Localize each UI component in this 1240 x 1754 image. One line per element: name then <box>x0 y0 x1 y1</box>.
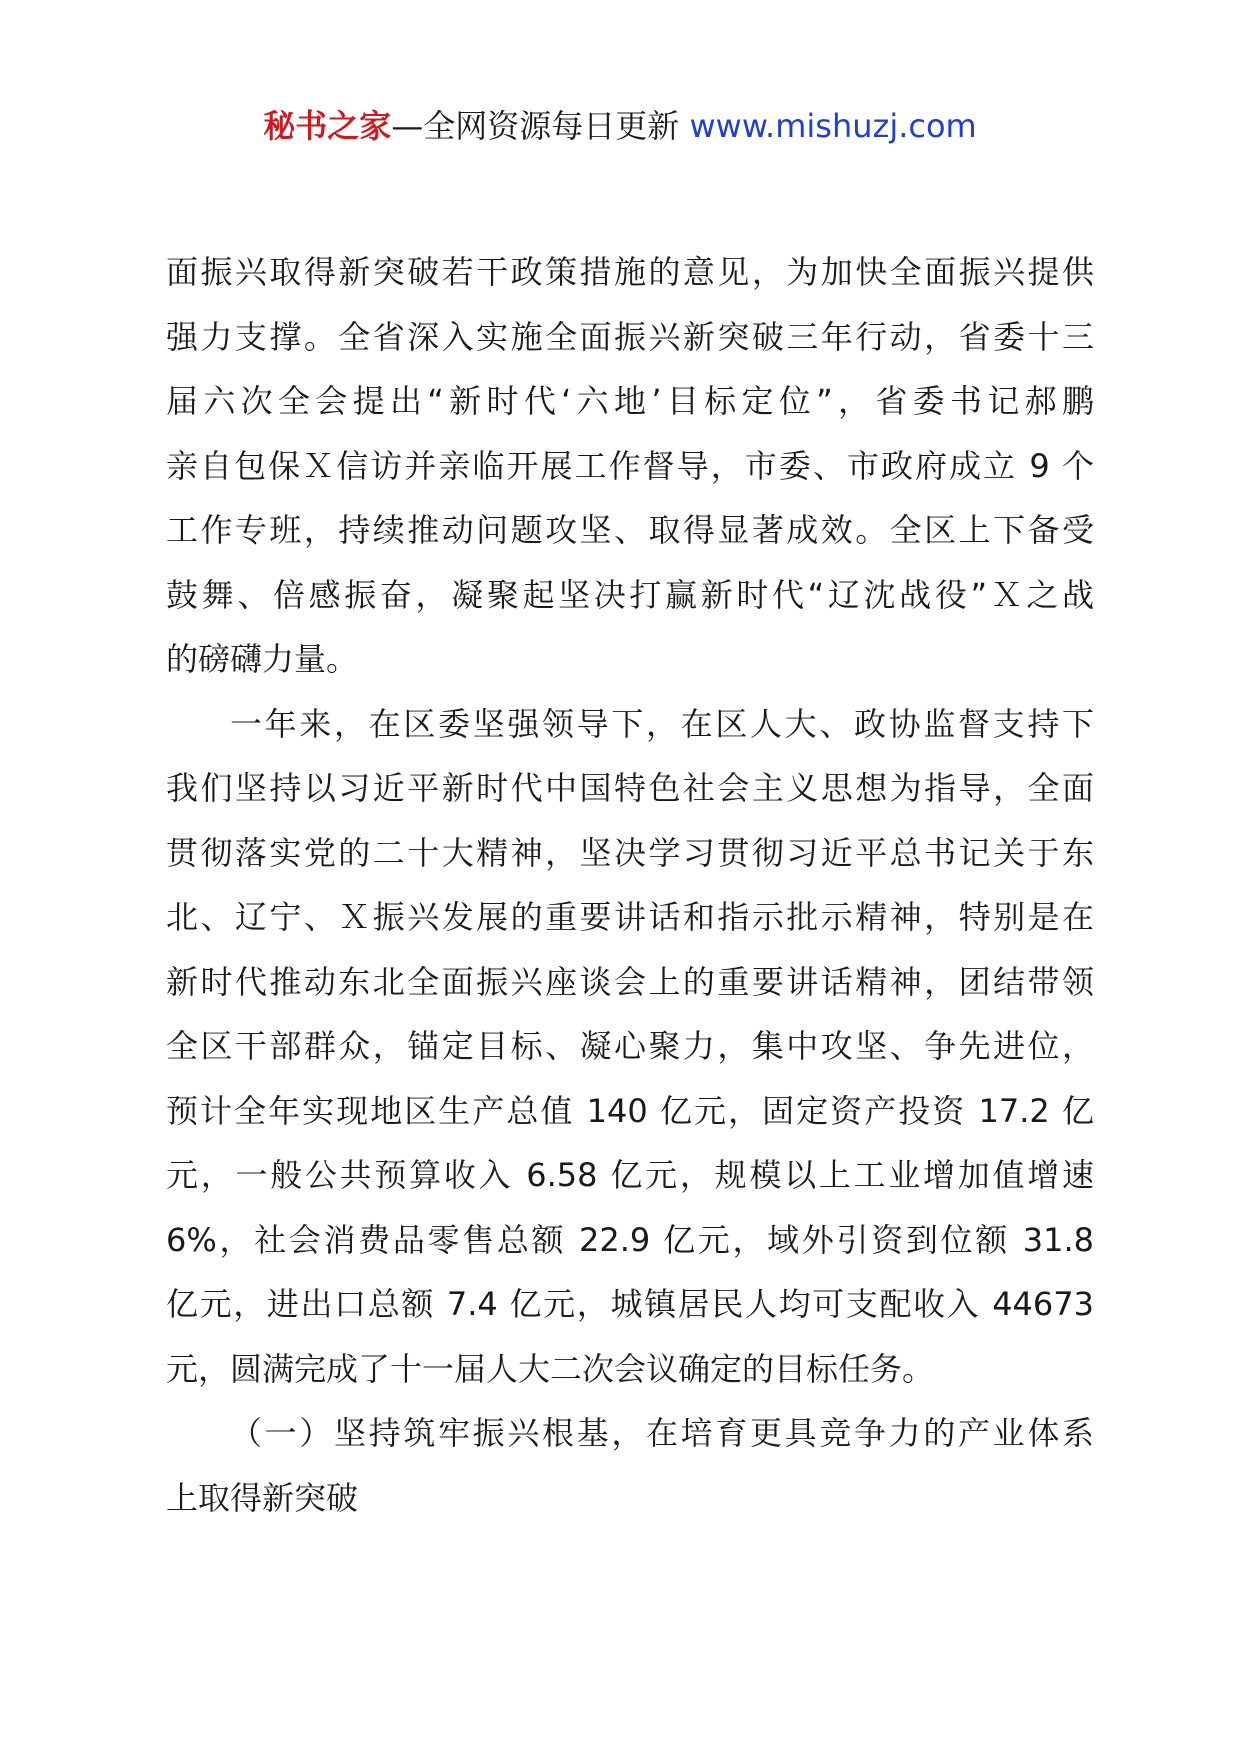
site-url-link[interactable]: www.mishuzj.com <box>689 107 977 145</box>
site-header <box>0 104 1240 148</box>
text-line: 亲自包保Ｘ信访并亲临开展工作督导，市委、市政府成立 9 个 <box>166 446 1094 485</box>
text-line: 北、辽宁、Ｘ振兴发展的重要讲话和指示批示精神，特别是在 <box>166 898 1094 936</box>
text-line: 届六次全会提出“新时代‘六地’目标定位”，省委书记郝鹏 <box>166 382 1094 420</box>
text-line: 上取得新突破 <box>166 1478 359 1517</box>
text-line: 工作专班，持续推动问题攻坚、取得显著成效。全区上下备受 <box>166 511 1094 549</box>
paragraph-annual-review <box>166 692 1094 1402</box>
text-line: （一）坚持筑牢振兴根基，在培育更具竞争力的产业体系 <box>230 1414 1094 1452</box>
text-line: 6%，社会消费品零售总额 22.9 亿元，域外引资到位额 31.8 <box>166 1220 1094 1259</box>
text-line: 元，一般公共预算收入 6.58 亿元，规模以上工业增加值增速 <box>166 1156 1094 1194</box>
text-line: 元，圆满完成了十一届人大二次会议确定的目标任务。 <box>166 1349 935 1388</box>
text-line: 我们坚持以习近平新时代中国特色社会主义思想为指导，全面 <box>166 769 1094 807</box>
site-tagline: —全网资源每日更新 <box>391 107 690 145</box>
text-line: 一年来，在区委坚强领导下，在区人大、政协监督支持下 <box>230 704 1094 743</box>
text-line: 的磅礴力量。 <box>166 640 359 678</box>
text-line: 亿元，进出口总额 7.4 亿元，城镇居民人均可支配收入 44673 <box>166 1285 1094 1323</box>
text-line: 新时代推动东北全面振兴座谈会上的重要讲话精神，团结带领 <box>166 962 1094 1001</box>
section-heading-1 <box>166 1401 1094 1530</box>
text-line: 强力支撑。全省深入实施全面振兴新突破三年行动，省委十三 <box>166 317 1094 356</box>
text-line: 面振兴取得新突破若干政策措施的意见，为加快全面振兴提供 <box>166 253 1094 291</box>
text-line: 预计全年实现地区生产总值 140 亿元，固定资产投资 17.2 亿 <box>166 1091 1094 1130</box>
text-line: 全区干部群众，锚定目标、凝心聚力，集中攻坚、争先进位， <box>166 1027 1094 1065</box>
document-body <box>166 240 1094 1530</box>
paragraph-intro-continuation <box>166 240 1094 692</box>
text-line: 鼓舞、倍感振奋，凝聚起坚决打赢新时代“辽沈战役”Ｘ之战 <box>166 575 1094 614</box>
site-brand: 秘书之家 <box>263 107 392 145</box>
text-line: 贯彻落实党的二十大精神，坚决学习贯彻习近平总书记关于东 <box>166 833 1094 872</box>
